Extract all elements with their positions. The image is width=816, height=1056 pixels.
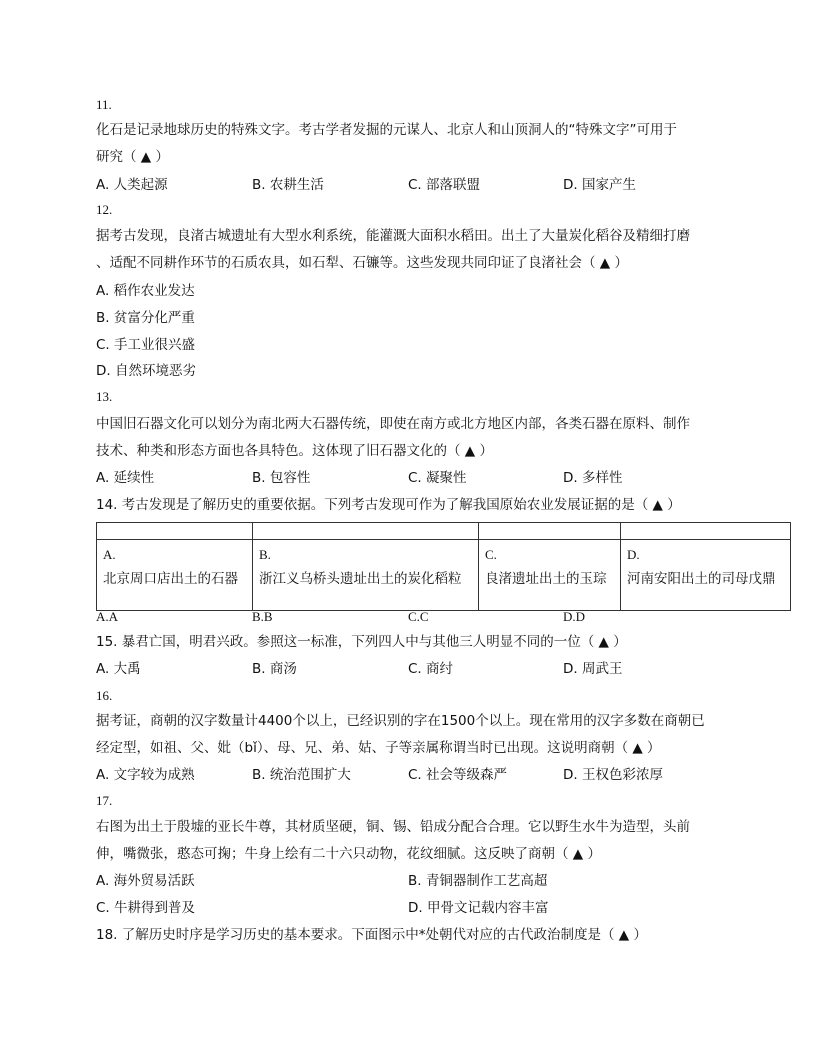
q17-stem-line-2: 伸，嘴微张，憨态可掬；牛身上绘有二十六只动物，花纹细腻。这反映了商朝（ ▲ ） bbox=[96, 846, 601, 862]
q14-cell-d bbox=[621, 540, 791, 611]
q14-cell-a-text: 北京周口店出土的石器 bbox=[103, 571, 238, 587]
q11-stem-line-1: 化石是记录地球历史的特殊文字。考古学者发掘的元谋人、北京人和山顶洞人的“特殊文字”可用于 bbox=[96, 122, 677, 138]
q13-number: 13. bbox=[96, 389, 113, 404]
q15-option-b: B. 商汤 bbox=[252, 661, 297, 677]
q11-option-a: A. 人类起源 bbox=[96, 177, 168, 193]
q17-stem-line-1: 右图为出土于殷墟的亚长牛尊，其材质坚硬，铜、锡、铅成分配合合理。它以野生水牛为造型，头前 bbox=[96, 819, 690, 835]
q13-stem-line-2: 技术、种类和形态方面也各具特色。这体现了旧石器文化的（ ▲ ） bbox=[96, 443, 493, 459]
q14-cell-c bbox=[479, 540, 621, 611]
q11-option-b: B. 农耕生活 bbox=[252, 177, 324, 193]
q12-stem-line-2: 、适配不同耕作环节的石质农具，如石犁、石镰等。这些发现共同印证了良渚社会（ ▲ ） bbox=[96, 255, 628, 271]
q14-header-cell bbox=[97, 523, 253, 540]
q17-option-d: D. 甲骨文记载内容丰富 bbox=[408, 900, 549, 916]
q12-option-b: B. 贫富分化严重 bbox=[96, 310, 195, 326]
q13-option-d: D. 多样性 bbox=[563, 470, 623, 486]
q17-option-a: A. 海外贸易活跃 bbox=[96, 873, 195, 889]
q12-option-d: D. 自然环境恶劣 bbox=[96, 363, 196, 379]
q16-option-c: C. 社会等级森严 bbox=[408, 767, 508, 783]
q12-option-c: C. 手工业很兴盛 bbox=[96, 337, 196, 353]
q16-stem-line-1: 据考证，商朝的汉字数量计4400个以上，已经识别的字在1500个以上。现在常用的汉字多数在商朝已 bbox=[96, 713, 705, 729]
q13-option-c: C. 凝聚性 bbox=[408, 470, 467, 486]
q14-option-d: D.D bbox=[563, 609, 586, 624]
q18-stem: 18. 了解历史时序是学习历史的基本要求。下面图示中*处朝代对应的古代政治制度是（ ▲ ） bbox=[96, 927, 647, 943]
q14-cell-d-text: 河南安阳出土的司母戊鼎 bbox=[627, 571, 776, 587]
q14-cell-a-letter: A. bbox=[103, 547, 116, 562]
q16-stem-line-2: 经定型，如祖、父、妣（bǐ）、母、兄、弟、姑、子等亲属称谓当时已出现。这说明商朝（ ▲ ） bbox=[96, 740, 661, 756]
q12-number: 12. bbox=[96, 202, 113, 217]
q16-option-d: D. 王权色彩浓厚 bbox=[563, 767, 663, 783]
q12-option-a: A. 稻作农业发达 bbox=[96, 283, 195, 299]
q14-cell-b-text: 浙江义乌桥头遗址出土的炭化稻粒 bbox=[259, 571, 462, 587]
q14-option-a: A.A bbox=[96, 609, 119, 624]
q11-stem-line-2: 研究（ ▲ ） bbox=[96, 149, 169, 165]
q13-option-b: B. 包容性 bbox=[252, 470, 311, 486]
q16-number: 16. bbox=[96, 688, 113, 703]
q13-stem-line-1: 中国旧石器文化可以划分为南北两大石器传统，即使在南方或北方地区内部，各类石器在原料、制作 bbox=[96, 416, 690, 432]
q14-cell-d-letter: D. bbox=[627, 547, 640, 562]
q14-option-c: C.C bbox=[408, 609, 429, 624]
q17-number: 17. bbox=[96, 793, 113, 808]
q17-option-c: C. 牛耕得到普及 bbox=[96, 900, 196, 916]
q14-header-cell bbox=[621, 523, 791, 540]
q14-cell-a bbox=[97, 540, 253, 611]
q14-table bbox=[96, 522, 791, 611]
q14-header-cell bbox=[479, 523, 621, 540]
q15-option-c: C. 商纣 bbox=[408, 661, 454, 677]
q11-option-c: C. 部落联盟 bbox=[408, 177, 481, 193]
q17-option-b: B. 青铜器制作工艺高超 bbox=[408, 873, 548, 889]
q14-cell-c-text: 良渚遗址出土的玉琮 bbox=[485, 571, 607, 587]
q14-table-header-row bbox=[97, 523, 791, 540]
q14-stem: 14. 考古发现是了解历史的重要依据。下列考古发现可作为了解我国原始农业发展证据的是（ ▲ ） bbox=[96, 497, 681, 513]
q14-option-b: B.B bbox=[252, 609, 273, 624]
q11-option-d: D. 国家产生 bbox=[563, 177, 636, 193]
q14-cell-b bbox=[253, 540, 479, 611]
q16-option-b: B. 统治范围扩大 bbox=[252, 767, 351, 783]
q15-stem: 15. 暴君亡国，明君兴政。参照这一标准，下列四人中与其他三人明显不同的一位（ ▲ ） bbox=[96, 634, 627, 650]
q14-cell-b-letter: B. bbox=[259, 547, 271, 562]
q14-table-body-row bbox=[97, 540, 791, 611]
q16-option-a: A. 文字较为成熟 bbox=[96, 767, 195, 783]
q15-option-a: A. 大禹 bbox=[96, 661, 141, 677]
q14-cell-c-letter: C. bbox=[485, 547, 497, 562]
q13-option-a: A. 延续性 bbox=[96, 470, 155, 486]
q11-number: 11. bbox=[96, 97, 112, 112]
q14-header-cell bbox=[253, 523, 479, 540]
q15-option-d: D. 周武王 bbox=[563, 661, 623, 677]
q12-stem-line-1: 据考古发现，良渚古城遗址有大型水利系统，能灌溉大面积水稻田。出土了大量炭化稻谷及精细打磨 bbox=[96, 228, 690, 244]
